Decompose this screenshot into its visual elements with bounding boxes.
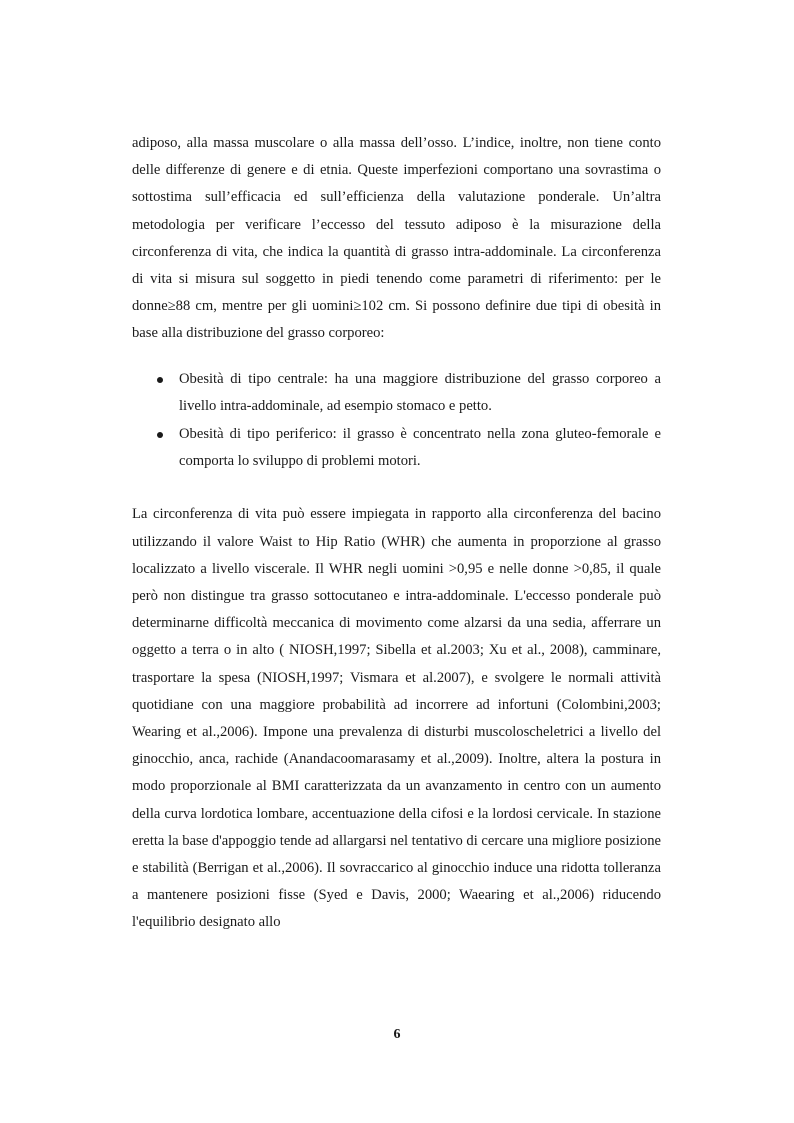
- document-body: [132, 130, 661, 937]
- obesity-types-list: [132, 366, 661, 476]
- list-item-text: Obesità di tipo centrale: ha una maggiore distribuzione del grasso corporeo a livello intra-addominale, ad esempio stomaco e petto.: [179, 370, 661, 414]
- page-number: 6: [393, 1027, 401, 1042]
- bullet-dot-icon: [157, 432, 163, 438]
- paragraph-whr: La circonferenza di vita può essere impiegata in rapporto alla circonferenza del bacino utilizzando il valore Waist to Hip Ratio (WHR) che aumenta in proporzione al grasso localizzato a livello viscerale. Il WHR negli uomini >0,95 e nelle donne >0,85, il quale però non distingue tra grasso sottocutaneo e intra-addominale. L'eccesso ponderale può determinarne difficoltà meccanica di movimento come alzarsi da una sedia, afferrare un oggetto a terra o in alto ( NIOSH,1997; Sibella et al.2003; Xu et al., 2008), camminare, trasportare la spesa (NIOSH,1997; Vismara et al.2007), e svolgere le normali attività quotidiane con una maggiore probabilità ad incorrere ad infortuni (Colombini,2003; Wearing et al.,2006). Impone una prevalenza di disturbi muscoloscheletrici a livello del ginocchio, anca, rachide (Anandacoomarasamy et al.,2009). Inoltre, altera la postura in modo proporzionale al BMI caratterizzata da un avanzamento in centro con un aumento della curva lordotica lombare, accentuazione della cifosi e la lordosi cervicale. In stazione eretta la base d'appoggio tende ad allargarsi nel tentativo di cercare una migliore posizione e stabilità (Berrigan et al.,2006). Il sovraccarico al ginocchio induce una ridotta tolleranza a mantenere posizioni fisse (Syed e Davis, 2000; Waearing et al.,2006) riducendo l'equilibrio designato allo: [132, 506, 661, 931]
- list-item-text: Obesità di tipo periferico: il grasso è concentrato nella zona gluteo-femorale e comporta lo sviluppo di problemi motori.: [179, 426, 661, 470]
- bullet-dot-icon: [157, 377, 163, 383]
- list-item-central-obesity: [132, 366, 661, 420]
- paragraph-bmi-limits: adiposo, alla massa muscolare o alla massa dell’osso. L’indice, inoltre, non tiene conto delle differenze di genere e di etnia. Queste imperfezioni comportano una sovrastima o sottostima sull’efficacia ed sull’efficienza della valutazione ponderale. Un’altra metodologia per verificare l’eccesso del tessuto adiposo è la misurazione della circonferenza di vita, che indica la quantità di grasso intra-addominale. La circonferenza di vita si misura sul soggetto in piedi tenendo come parametri di riferimento: per le donne≥88 cm, mentre per gli uomini≥102 cm. Si possono definire due tipi di obesità in base alla distribuzione del grasso corporeo:: [132, 135, 661, 342]
- list-item-peripheral-obesity: [132, 421, 661, 475]
